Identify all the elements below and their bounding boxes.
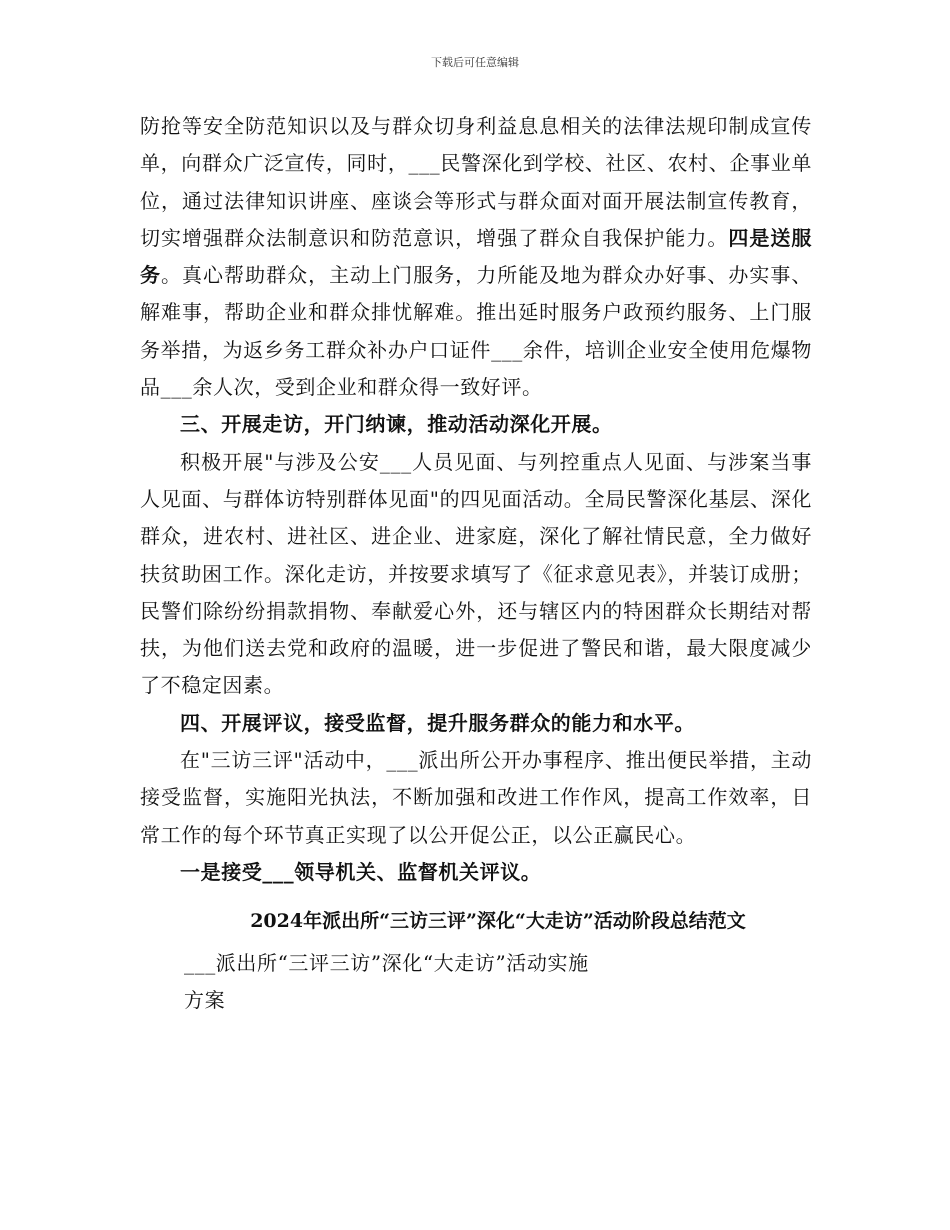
paragraph-services — [140, 108, 812, 406]
bold-phrase: 四是送服务 — [140, 225, 812, 288]
document-subtitle: ___派出所“三评三访”深化“大走访”活动实施方案 — [184, 951, 589, 1013]
paragraph-review: 在"三访三评"活动中，___派出所公开办事程序、推出便民举措，主动接受监督，实施阳光执法，不断加强和改进工作作风，提高工作效率，日常工作的每个环节真正实现了以公开促公正，以公正赢民心。 — [140, 748, 812, 847]
paragraph-visits: 积极开展"与涉及公安___人员见面、与列控重点人见面、与涉案当事人见面、与群体访特别群体见面"的四见面活动。全局民警深化基层、深化群众，进农村、进社区、进企业、进家庭，深化了解社情民意，全力做好扶贫助困工作。深化走访，并按要求填写了《征求意见表》，并装订成册；民警们除纷纷捐款捐物、奉献爱心外，还与辖区内的特困群众长期结对帮扶，为他们送去党和政府的温暖，进一步促进了警民和谐，最大限度减少了不稳定因素。 — [140, 449, 812, 698]
document-title: 2024年派出所“三访三评”深化“大走访”活动阶段总结范文 — [250, 910, 746, 933]
paragraph-text: 防抢等安全防范知识以及与群众切身利益息息相关的法律法规印制成宣传单，向群众广泛宣传，同时，___民警深化到学校、社区、农村、企事业单位，通过法律知识讲座、座谈会等形式与群众面对面开展法制宣传教育，切实增强群众法制意识和防范意识，增强了群众自我保护能力。 — [140, 114, 812, 250]
document-body — [140, 108, 812, 1019]
section-heading-3: 三、开展走访，开门纳谏，推动活动深化开展。 — [180, 412, 613, 437]
paragraph-text: 。真心帮助群众，主动上门服务，力所能及地为群众办好事、办实事、解难事，帮助企业和群众排忧解难。推出延时服务户政预约服务、上门服务举措，为返乡务工群众补办户口证件___余件，培训企业安全使用危爆物品___余人次，受到企业和群众得一致好评。 — [140, 263, 812, 400]
section-heading-4: 四、开展评议，接受监督，提升服务群众的能力和水平。 — [180, 710, 695, 735]
page-header: 下载后可任意编辑 — [431, 56, 519, 69]
paragraph-first-item: 一是接受___领导机关、监督机关评议。 — [180, 859, 542, 884]
